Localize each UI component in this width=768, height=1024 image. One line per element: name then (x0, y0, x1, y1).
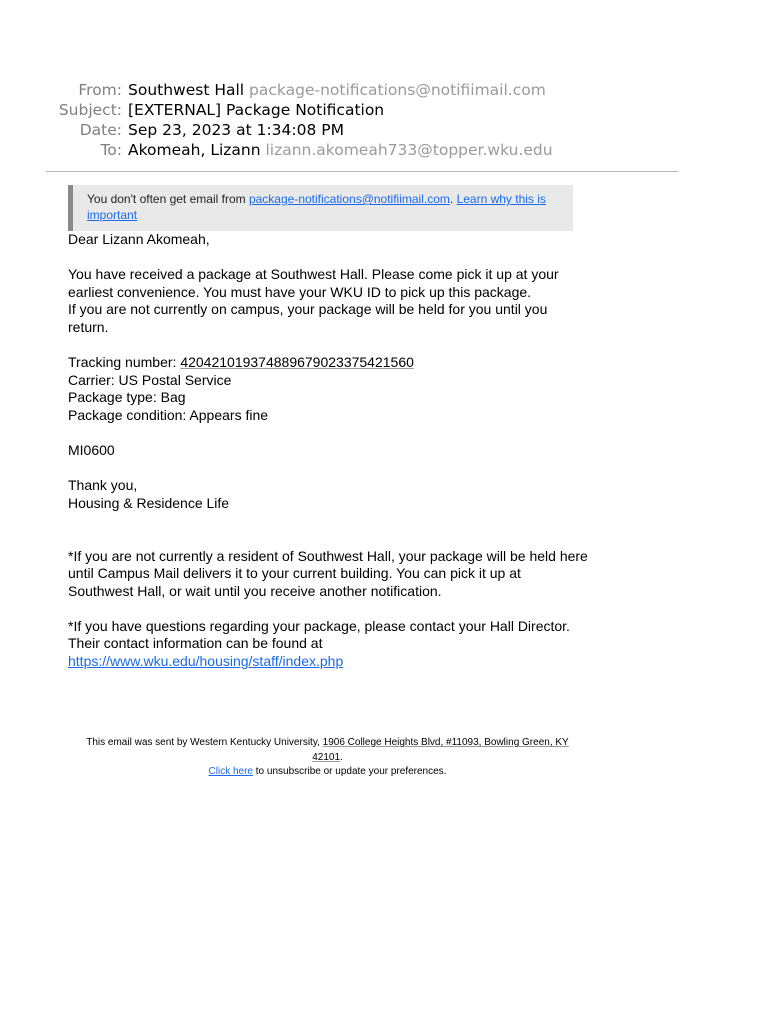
footer-address[interactable]: 1906 College Heights Blvd, #11093, Bowling Green, KY 42101 (312, 737, 569, 763)
to-email[interactable]: lizann.akomeah733@topper.wku.edu (265, 141, 553, 159)
closing: Thank you, (68, 477, 138, 494)
subject-label: Subject: (58, 101, 122, 119)
tracking-line (68, 354, 588, 372)
banner-prefix: You don't often get email from (87, 192, 249, 206)
to-row (0, 140, 768, 160)
held-paragraph: If you are not currently on campus, your package will be held for you until you return. (68, 301, 548, 335)
greeting: Dear Lizann Akomeah, (68, 231, 210, 247)
subject-row (0, 100, 768, 120)
signature: Housing & Residence Life (68, 494, 230, 511)
to-name: Akomeah, Lizann (128, 141, 261, 159)
banner-period: . (449, 192, 457, 206)
header-divider (46, 171, 678, 172)
email-header (0, 80, 768, 160)
location-code: MI0600 (68, 442, 115, 459)
email-footer (80, 736, 575, 780)
footer-sent-by (80, 736, 575, 765)
package-condition-line: Package condition: Appears fine (68, 406, 269, 423)
notification-paragraph: You have received a package at Southwest Hall. Please come pick it up at your earliest convenience. You must have your WKU ID to pick up this package. (68, 266, 559, 300)
tracking-number[interactable]: 420421019374889679023375421560 (180, 354, 414, 371)
external-sender-banner (68, 185, 573, 231)
banner-sender-link[interactable]: package-notifications@notifiimail.com (248, 192, 450, 206)
learn-why-link[interactable]: Learn why this is important (87, 192, 546, 222)
from-row (0, 80, 768, 100)
housing-staff-link[interactable]: https://www.wku.edu/housing/staff/index.php (68, 653, 344, 670)
unsubscribe-link[interactable]: Click here (208, 766, 253, 777)
to-value (128, 140, 553, 160)
to-label: To: (100, 141, 122, 159)
email-body (68, 231, 588, 671)
package-type-line: Package type: Bag (68, 389, 186, 406)
address-end: . (340, 751, 343, 763)
questions-note (68, 618, 588, 671)
footer-unsubscribe (80, 765, 575, 780)
date-row (0, 120, 768, 140)
tracking-label: Tracking number: (68, 354, 181, 371)
from-email[interactable]: package-notifications@notifiimail.com (249, 81, 546, 99)
carrier-line: Carrier: US Postal Service (68, 371, 232, 388)
from-label: From: (78, 81, 122, 99)
sent-by-text: This email was sent by Western Kentucky University, (86, 737, 323, 748)
unsubscribe-text: to unsubscribe or update your preferences. (253, 766, 447, 777)
subject-value: [EXTERNAL] Package Notification (128, 101, 385, 119)
questions-text: *If you have questions regarding your package, please contact your Hall Director. Their contact information can be found at (68, 617, 570, 652)
date-label: Date: (79, 121, 122, 139)
date-value: Sep 23, 2023 at 1:34:08 PM (128, 121, 344, 139)
from-value (128, 80, 546, 100)
resident-note: *If you are not currently a resident of Southwest Hall, your package will be held here until Campus Mail delivers it to your current building. You can pick it up at Southwest Hall, or wait until you receive another notification. (68, 547, 588, 599)
from-name: Southwest Hall (128, 81, 245, 99)
